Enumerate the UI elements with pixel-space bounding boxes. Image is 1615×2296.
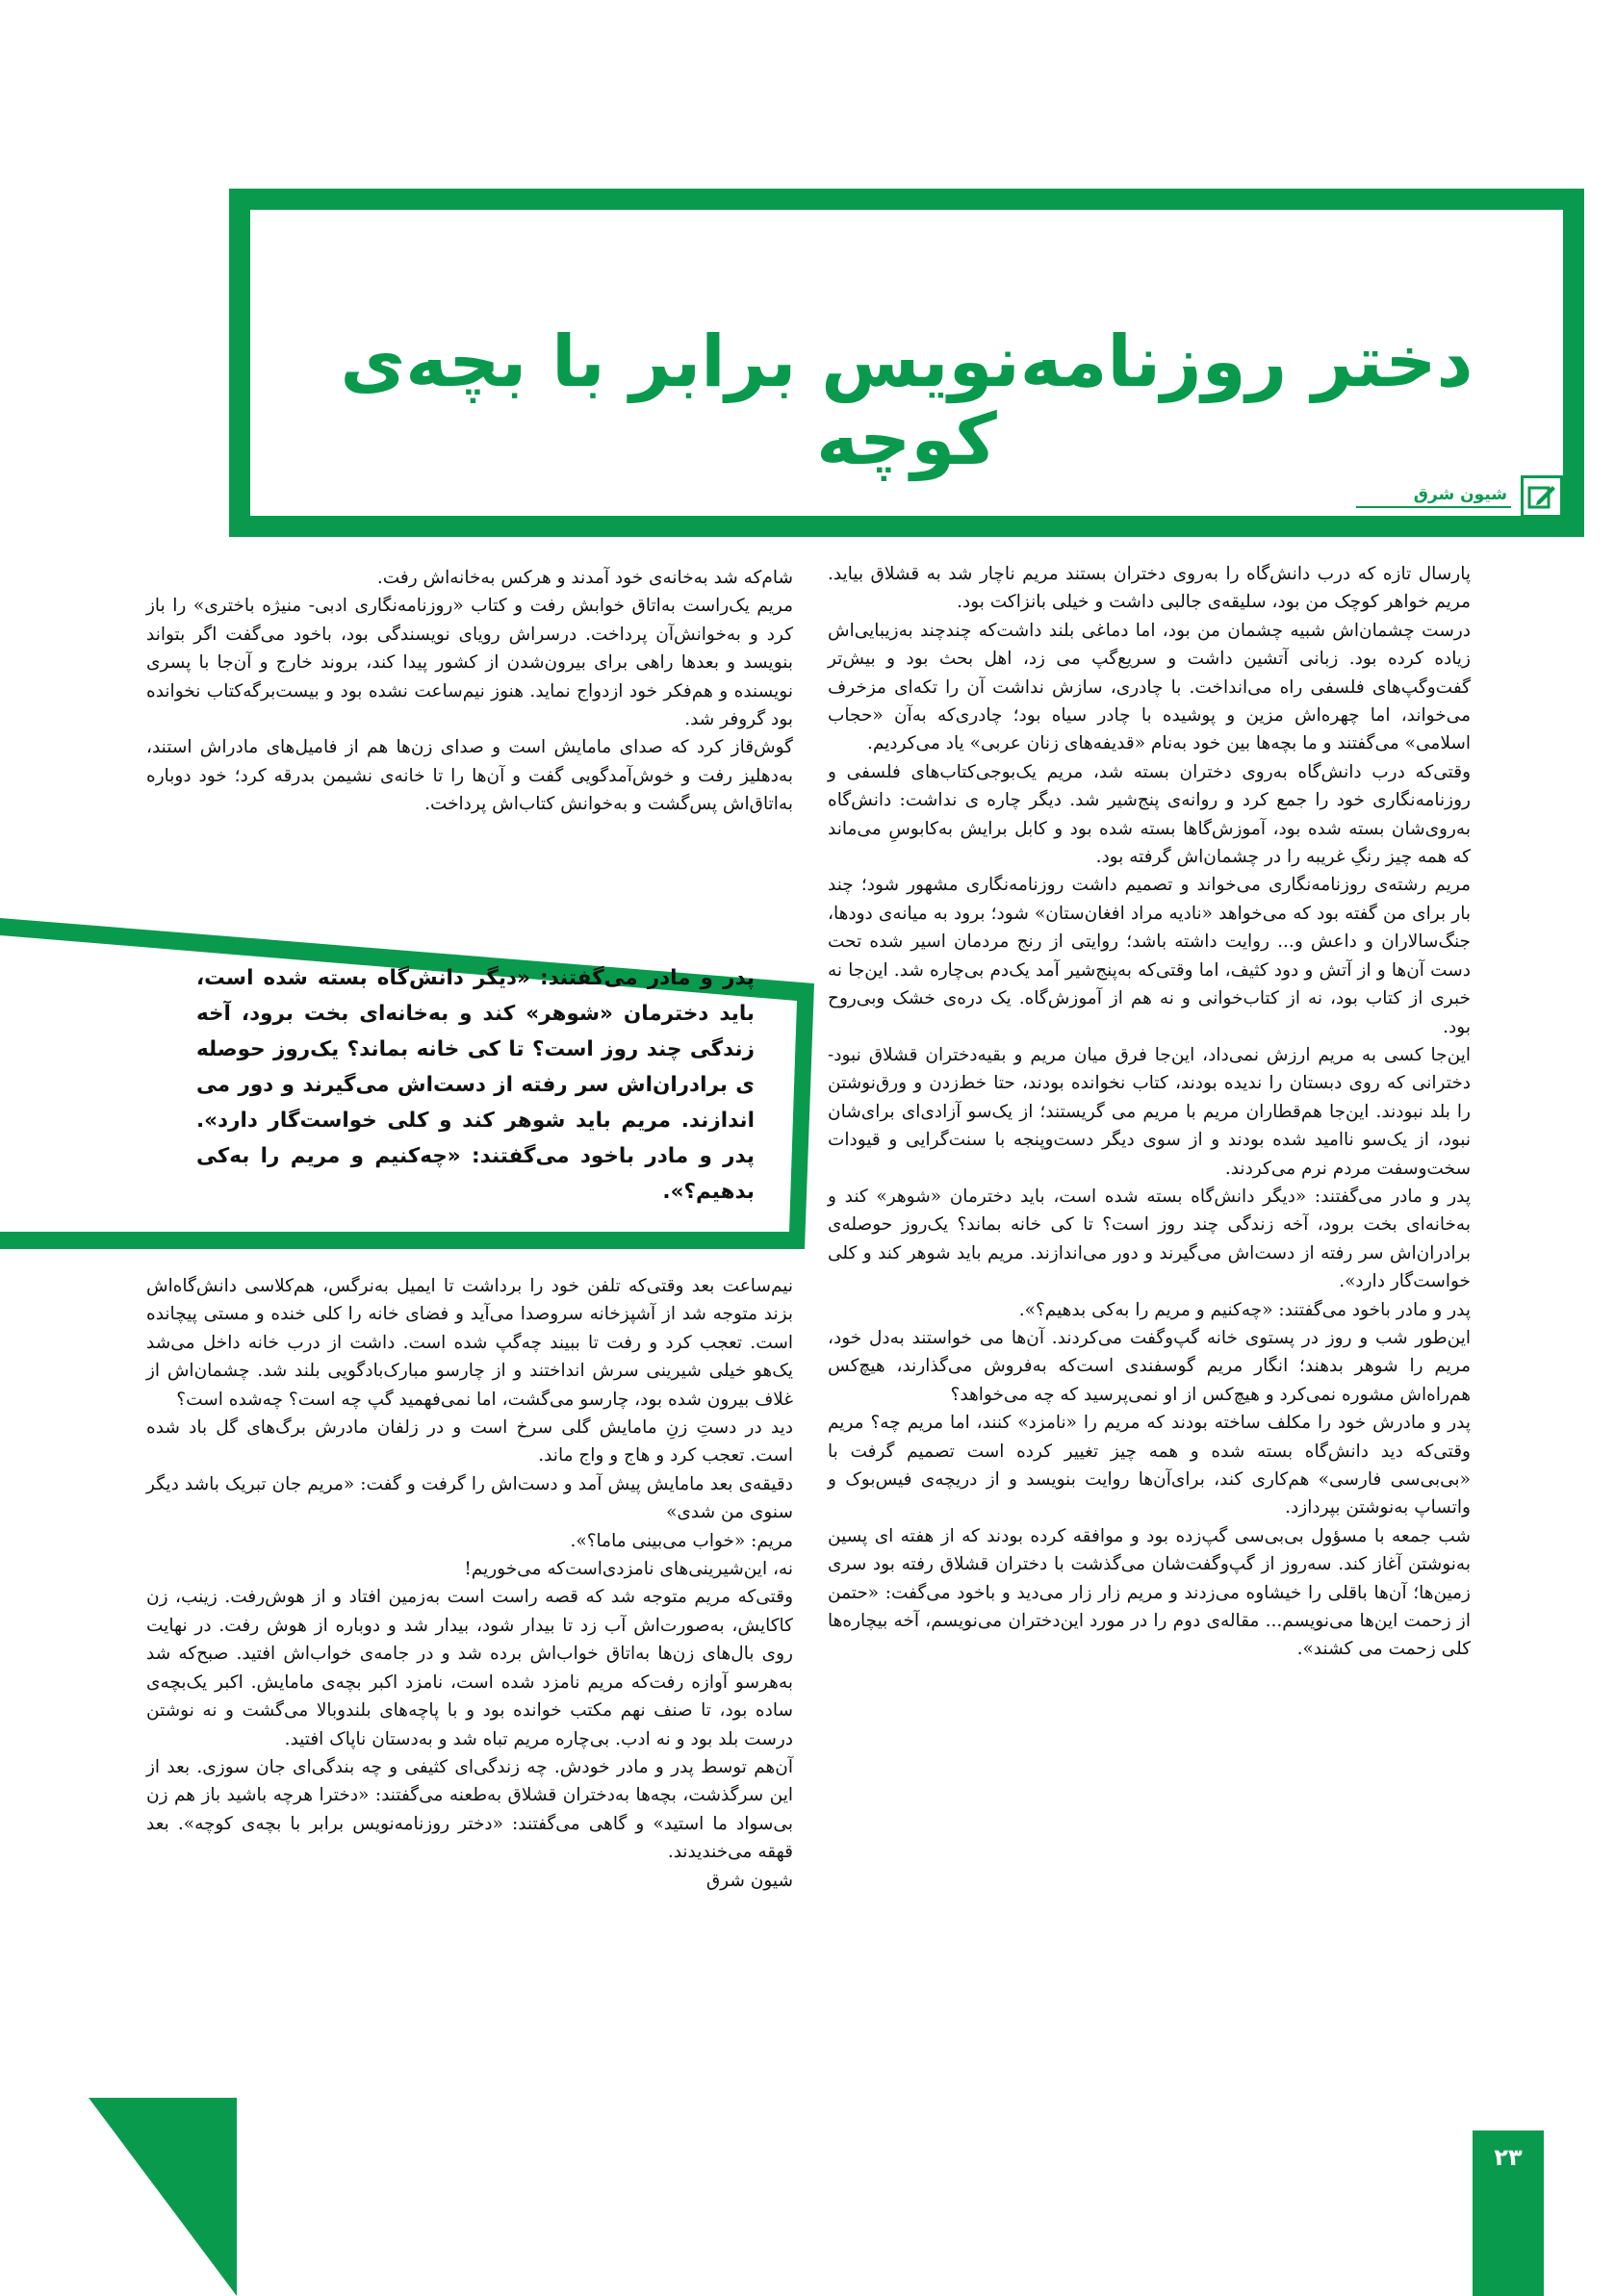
author-byline xyxy=(1356,475,1563,518)
article-column-left-top xyxy=(146,564,793,819)
author-name: شیون شرق xyxy=(1356,485,1511,508)
paragraph: پدر و مادر می‌گفتند: «دیگر دانش‌گاه بسته شده است، باید دخترمان «شوهر» کند و به‌خانه‌ای بخت برود، آخه زندگی چند روز است؟ تا کی خانه بماند؟ یک‌روز حوصله‌ی برادران‌اش سر رفته از دست‌اش می‌گیرند و دور می‌اندازند. مریم باید شوهر کند و کلی خواست‌گار دارد». xyxy=(828,1186,1471,1292)
paragraph: درست چشمان‌اش شبیه چشمان من بود، اما دماغی بلند داشت‌که چندچند به‌زیبایی‌اش زیاده کرده بود. زبانی آتشین داشت و سریع‌گپ می زد، اهل بحث بود و بیش‌تر گفت‌وگپ‌های فلسفی راه می‌انداخت. با چادری، سازش نداشت آن را تکه‌ای مزخرف می‌خواند، اما چهره‌اش مزین و پوشیده با چادر سیاه بود؛ چادری‌که به‌آن «حجاب اسلامی» می‌گفتند و ما بچه‌ها بین خود به‌نام «قدیفه‌های زنان عربی» یاد می‌کردیم. xyxy=(828,620,1471,754)
paragraph: دقیقه‌ی بعد مامایش پیش آمد و دست‌اش را گرفت و گفت: «مریم جان تبریک باشد دیگر سنوی من شدی» xyxy=(146,1473,793,1523)
paragraph: شب جمعه با مسؤول بی‌بی‌سی گپ‌زده بود و موافقه کرده بودند که از هفته ای پسین به‌نوشتن آغاز کند. سه‌روز از گپ‌وگفت‌شان می‌گذشت با دختران قشلاق رفته بود سری زمین‌ها؛ آن‌ها باقلی را خیشاوه می‌زدند و مریم زار زار می‌دید و باخود می‌گفت: «حتمن از زحمت این‌ها می‌نویسم... مقاله‌ی دوم را در مورد این‌دختران می‌نویسم، آخه بیچاره‌ها کلی زحمت می کشند». xyxy=(828,1525,1471,1660)
author-signature: شیون شرق xyxy=(705,1870,793,1891)
paragraph: دید در دستِ زنِ مامایش گلی سرخ است و در زلفان مادرش برگ‌های گل باد شده است. تعجب کرد و هاج و واج ماند. xyxy=(146,1417,793,1467)
page-number-label: ۲۳ xyxy=(1494,2144,1523,2171)
pull-quote-text: پدر و مادر می‌گفتند: «دیگر دانش‌گاه بسته شده است، باید دخترمان «شوهر» کند و به‌خانه‌ای بخت برود، آخه زندگی چند روز است؟ تا کی خانه بماند؟ یک‌روز حوصله ی برادران‌اش سر رفته از دست‌اش می‌گیرند و دور می اندازند. مریم باید شوهر کند و کلی خواست‌گار دارد». پدر و مادر باخود می‌گفتند: «چه‌کنیم و مریم را به‌کی بدهیم؟». xyxy=(196,966,755,1204)
paragraph: نیم‌ساعت بعد وقتی‌که تلفن خود را برداشت تا ایمیل به‌نرگس، هم‌کلاسی دانش‌گاه‌اش بزند متوجه شد از آشپزخانه سروصدا می‌آید و فضای خانه را کلی خنده و مستی پیچانده است. تعجب کرد و رفت تا ببیند چه‌گپ شده است. داشت از درب خانه داخل می‌شد یک‌هو خیلی شیرینی سرش انداختند و از چارسو مبارک‌بادگویی بلند شد. چشمان‌اش از غلاف بیرون شده بود، چارسو می‌گشت، اما نمی‌فهمید گپ چه است؟ چه‌شده است؟ xyxy=(146,1276,793,1410)
corner-triangle-decoration xyxy=(89,2098,237,2296)
paragraph: پارسال تازه که درب دانش‌گاه را به‌روی دختران بستند مریم ناچار شد به قشلاق بیاید. مریم خواهر کوچک من بود، سلیقه‌ی جالبی داشت و خیلی بانزاکت بود. xyxy=(828,564,1471,613)
paragraph: مریم: «خواب می‌بینی ماما؟». xyxy=(570,1530,793,1551)
paragraph: مریم یک‌راست به‌اتاق خوابش رفت و کتاب «روزنامه‌نگاری ادبی- منیژه باختری» را باز کرد و به‌خوانش‌آن پرداخت. درسراش رویای نویسندگی بود، باخود می‌گفت اگر بتواند بنویسد و بعدها راهی برای بیرون‌شدن از کشور پیدا کند، بروند خارج و آن‌جا با پسری نویسنده و هم‌فکر خود ازدواج نماید. هنوز نیم‌ساعت نشده بود و بیست‌برگه‌کتاب نخوانده بود گروفر شد. xyxy=(146,596,793,730)
paragraph: مریم رشته‌ی روزنامه‌نگاری می‌خواند و تصمیم داشت روزنامه‌نگاری مشهور شود؛ چند بار برای من گفته بود که می‌خواهد «نادیه مراد افغان‌ستان» شود؛ برود به میانه‌ی دودها، جنگ‌سالاران و داعش و... روایت داشته باشد؛ روایتی از رنج مردمان اسیر شده تحت دست آن‌ها و از آتش و دود کثیف، اما وقتی‌که به‌پنج‌شیر آمد یک‌دم بی‌چاره شد. این‌جا نه خبری از کتاب بود، نه از کتاب‌خوانی و نه هم از آموزش‌گاه. یک دره‌ی خشک وبی‌روح بود. xyxy=(828,875,1471,1037)
paragraph: پدر و مادرش خود را مکلف ساخته بودند که مریم را «نامزد» کنند، اما مریم چه؟ مریم وقتی‌که دید دانش‌گاه بسته شده و همه چیز تغییر کرده است تصمیم گرفت با «بی‌بی‌سی فارسی» هم‌کاری کند، برای‌آن‌ها روایت بنویسد و از دریچه‌ی فیس‌بوک و واتساپ به‌نوشتن بپردازد. xyxy=(828,1413,1471,1518)
article-column-left-bottom xyxy=(146,1272,793,1895)
pull-quote xyxy=(0,901,814,1249)
paragraph: پدر و مادر باخود می‌گفتند: «چه‌کنیم و مریم را به‌کی بدهیم؟». xyxy=(1018,1299,1471,1320)
article-title: دختر روزنامه‌نویس برابر با بچه‌ی کوچه xyxy=(340,320,1474,482)
title-frame xyxy=(229,189,1584,537)
paragraph: شام‌که شد به‌خانه‌ی خود آمدند و هرکس به‌خانه‌اش رفت. xyxy=(376,568,793,588)
paragraph: این‌طور شب و روز در پستوی خانه گپ‌وگفت می‌کردند. آن‌ها می خواستند به‌دل خود، مریم را شوهر بدهند؛ انگار مریم گوسفندی است‌که به‌فروش می‌گذارند، هیچ‌کس هم‌راه‌اش مشوره نمی‌کرد و هیچ‌کس از او نمی‌پرسید که چه می‌خواهد؟ xyxy=(828,1327,1471,1405)
paragraph: نه، این‌شیرینی‌های نامزدی‌است‌که می‌خوریم! xyxy=(464,1559,793,1580)
paragraph: آن‌هم توسط پدر و مادر خودش. چه زندگی‌ای کثیفی و چه بندگی‌ای جان سوزی. بعد از این سرگذشت، بچه‌ها به‌دختران قشلاق به‌طعنه می‌گفتند: «دخترا هرچه باشید باز هم زن بی‌سواد ما استید» و گاهی می‌گفتند: «دختر روزنامه‌نویس برابر با بچه‌ی کوچه». بعد قهقه می‌خندیدند. xyxy=(146,1756,793,1863)
paragraph: گوش‌قاز کرد که صدای مامایش است و صدای زن‌ها هم از فامیل‌های مادراش استند، به‌دهلیز رفت و خوش‌آمدگویی گفت و آن‌ها را تا خانه‌ی نشیمن بدرقه کرد؛ خود دوباره به‌اتاق‌اش پس‌گشت و به‌خوانش کتاب‌اش پرداخت. xyxy=(146,737,793,815)
article-column-right xyxy=(828,560,1471,1664)
paragraph: این‌جا کسی به مریم ارزش نمی‌داد، این‌جا فرق میان مریم و بقیه‌دختران قشلاق نبود- دخترانی که روی دبستان را ندیده بودند، کتاب نخوانده بودند، حتا خط‌زدن و ورق‌نوشتن را بلد نبودند. این‌جا هم‌قطاران مریم با مریم می گریستند؛ از یک‌سو آزادی‌ای برای‌شان نبود، از یک‌سو ناامید شده بودند و از سوی دیگر دست‌وپنجه با سنت‌گرایی و قیودات سخت‌وسفت مردم نرم می‌کردند. xyxy=(828,1044,1471,1179)
pen-edit-icon xyxy=(1521,475,1563,518)
paragraph: وقتی‌که مریم متوجه شد که قصه راست است به‌زمین افتاد و از هوش‌رفت. زینب، زن کاکایش، به‌صورت‌اش آب زد تا بیدار شود، بیدار شد و دوباره از هوش رفت. در نهایت روی بال‌های زن‌ها به‌اتاق خواب‌اش برده شد و در جامه‌ی خواب‌اش افتید. صبح‌که شد به‌هرسو آوازه رفت‌که مریم نامزد شده است، نامزد اکبر بچه‌ی مامایش. اکبر یک‌بچه‌ی ساده بود، تا صنف نهم مکتب خوانده بود و با پاچه‌های بلندوبالا می‌گشت و نه نوشتن درست بلد بود و نه ادب. بی‌چاره مریم تباه شد و به‌دستان ناپاک افتید. xyxy=(146,1587,793,1749)
page-number xyxy=(1473,2130,1544,2296)
paragraph: وقتی‌که درب دانش‌گاه به‌روی دختران بسته شد، مریم یک‌بوجی‌کتاب‌های فلسفی و روزنامه‌نگاری خود را جمع کرد و روانه‌ی پنج‌شیر شد. دیگر چاره ی نداشت: دانش‌گاه به‌روی‌شان بسته شده بود، آموزش‌گاها بسته شده بود و کابل برایش به‌کابوسِ می‌ماند که همه چیز رنگِ غریبه را در چشمان‌اش گرفته بود. xyxy=(828,761,1471,868)
